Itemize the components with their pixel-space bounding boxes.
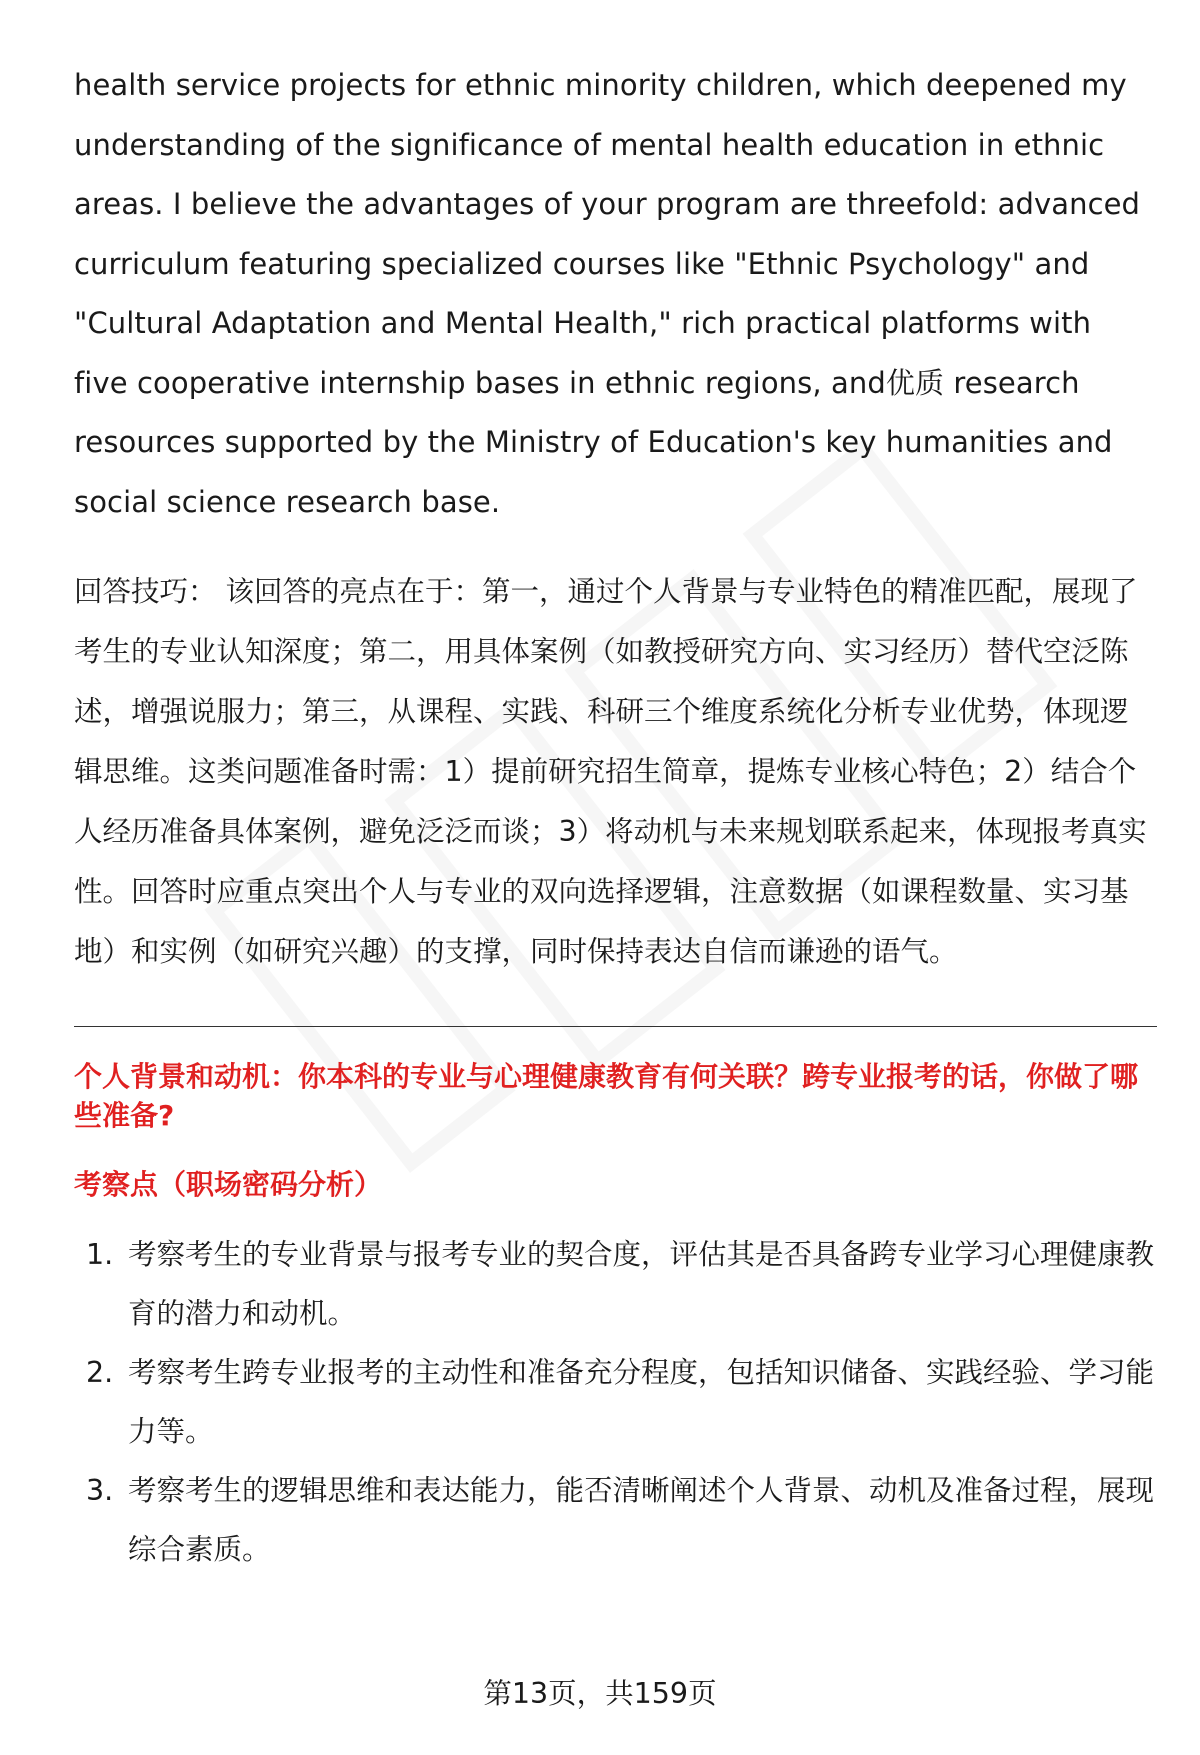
analysis-points-list xyxy=(74,1225,1154,1579)
answer-tips-paragraph: 回答技巧： 该回答的亮点在于：第一，通过个人背景与专业特色的精准匹配，展现了考生的专业认知深度；第二，用具体案例（如教授研究方向、实习经历）替代空泛陈述，增强说服力；第三，从课程、实践、科研三个维度系统化分析专业优势，体现逻辑思维。这类问题准备时需：1）提前研究招生简章，提炼专业核心特色；2）结合个人经历准备具体案例，避免泛泛而谈；3）将动机与未来规划联系起来，体现报考真实性。回答时应重点突出个人与专业的双向选择逻辑，注意数据（如课程数量、实习基地）和实例（如研究兴趣）的支撑，同时保持表达自信而谦逊的语气。 xyxy=(74,575,1147,968)
english-paragraph: health service projects for ethnic minority children, which deepened my understanding of the significance of mental health education in ethnic areas. I believe the advantages of your program are threefold: advanced curriculum featuring specialized courses like "Ethnic Psychology" and "Cultural Adaptation and Mental Health," rich practical platforms with five cooperative internship bases in ethnic regions, and优质 research resources supported by the Ministry of Education's key humanities and social science research base. xyxy=(74,68,1141,519)
page-number-footer: 第13页，共159页 xyxy=(483,1677,717,1710)
list-item-number: 3. xyxy=(86,1474,114,1507)
list-item xyxy=(74,1461,1154,1579)
page-content xyxy=(74,56,1154,1579)
list-item-number: 1. xyxy=(86,1238,114,1271)
list-item xyxy=(74,1343,1154,1461)
list-item-text: 考察考生的专业背景与报考专业的契合度，评估其是否具备跨专业学习心理健康教育的潜力和动机。 xyxy=(128,1238,1155,1330)
list-item xyxy=(74,1225,1154,1343)
list-item-number: 2. xyxy=(86,1356,114,1389)
question-title: 个人背景和动机：你本科的专业与心理健康教育有何关联？跨专业报考的话，你做了哪些准备? xyxy=(74,1060,1139,1132)
list-item-text: 考察考生的逻辑思维和表达能力，能否清晰阐述个人背景、动机及准备过程，展现综合素质。 xyxy=(128,1474,1155,1566)
section-divider xyxy=(74,1026,1157,1027)
analysis-subheading: 考察点（职场密码分析） xyxy=(74,1168,383,1201)
list-item-text: 考察考生跨专业报考的主动性和准备充分程度，包括知识储备、实践经验、学习能力等。 xyxy=(128,1356,1155,1448)
